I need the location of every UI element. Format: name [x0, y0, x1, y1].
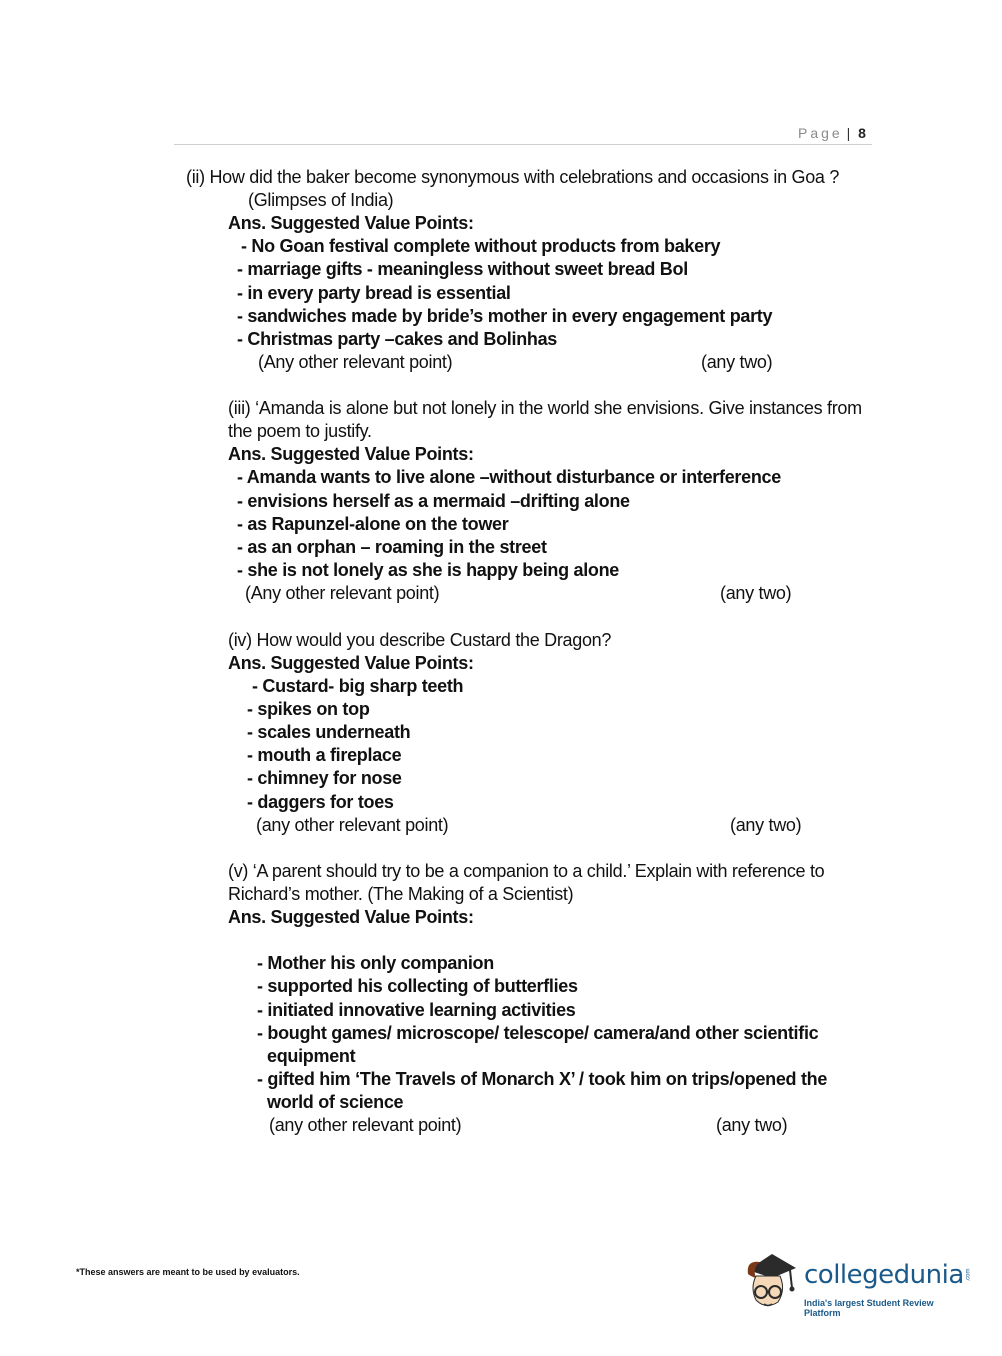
list-item-cont: equipment	[267, 1046, 356, 1066]
list-item: - daggers for toes	[247, 792, 394, 812]
list-item: - No Goan festival complete without products from bakery	[241, 236, 721, 256]
list-item: - envisions herself as a mermaid –drifting alone	[237, 491, 630, 511]
collegedunia-logo[interactable]: collegedunia .com India's largest Student Review Platform	[742, 1248, 972, 1318]
list-item: - Christmas party –cakes and Bolinhas	[237, 329, 558, 349]
answer-heading: Ans. Suggested Value Points:	[228, 444, 474, 464]
any-two-note: (any two)	[720, 583, 792, 603]
footer-note: *These answers are meant to be used by evaluators.	[76, 1267, 300, 1277]
any-two-note: (any two)	[701, 352, 773, 372]
other-point-note: (any other relevant point)	[256, 815, 449, 835]
list-item: - marriage gifts - meaningless without sweet bread Bol	[237, 259, 688, 279]
list-item: - in every party bread is essential	[237, 283, 511, 303]
list-item: - she is not lonely as she is happy being alone	[237, 560, 619, 580]
question-v: (v) ‘A parent should try to be a companion to a child.’ Explain with reference to	[228, 861, 825, 881]
question-ii-source: (Glimpses of India)	[248, 190, 394, 210]
list-item: - mouth a fireplace	[247, 745, 402, 765]
question-iii-cont: the poem to justify.	[228, 421, 372, 441]
mascot-icon	[742, 1248, 800, 1316]
list-item-cont: world of science	[267, 1092, 404, 1112]
list-item: - as Rapunzel-alone on the tower	[237, 514, 509, 534]
list-item: - gifted him ‘The Travels of Monarch X’ / took him on trips/opened the	[257, 1069, 828, 1089]
any-two-note: (any two)	[716, 1115, 788, 1135]
question-iii: (iii) ‘Amanda is alone but not lonely in the world she envisions. Give instances from	[228, 398, 862, 418]
other-point-note: (any other relevant point)	[269, 1115, 462, 1135]
other-point-note: (Any other relevant point)	[258, 352, 453, 372]
list-item: - as an orphan – roaming in the street	[237, 537, 547, 557]
any-two-note: (any two)	[730, 815, 802, 835]
answer-heading: Ans. Suggested Value Points:	[228, 907, 474, 927]
list-item: - Custard- big sharp teeth	[252, 676, 464, 696]
other-point-note: (Any other relevant point)	[245, 583, 440, 603]
question-v-cont: Richard’s mother. (The Making of a Scientist)	[228, 884, 574, 904]
list-item: - sandwiches made by bride’s mother in every engagement party	[237, 306, 773, 326]
question-iv: (iv) How would you describe Custard the Dragon?	[228, 630, 612, 650]
list-item: - supported his collecting of butterflies	[257, 976, 578, 996]
list-item: - scales underneath	[247, 722, 411, 742]
list-item: - chimney for nose	[247, 768, 402, 788]
answer-heading: Ans. Suggested Value Points:	[228, 213, 474, 233]
answer-heading: Ans. Suggested Value Points:	[228, 653, 474, 673]
list-item: - Mother his only companion	[257, 953, 494, 973]
page-number: Page | 8	[798, 125, 866, 141]
list-item: - Amanda wants to live alone –without disturbance or interference	[237, 467, 781, 487]
list-item: - initiated innovative learning activities	[257, 1000, 576, 1020]
list-item: - bought games/ microscope/ telescope/ camera/and other scientific	[257, 1023, 819, 1043]
question-ii: (ii) How did the baker become synonymous with celebrations and occasions in Goa ?	[186, 167, 840, 187]
list-item: - spikes on top	[247, 699, 370, 719]
header-rule	[174, 144, 872, 145]
